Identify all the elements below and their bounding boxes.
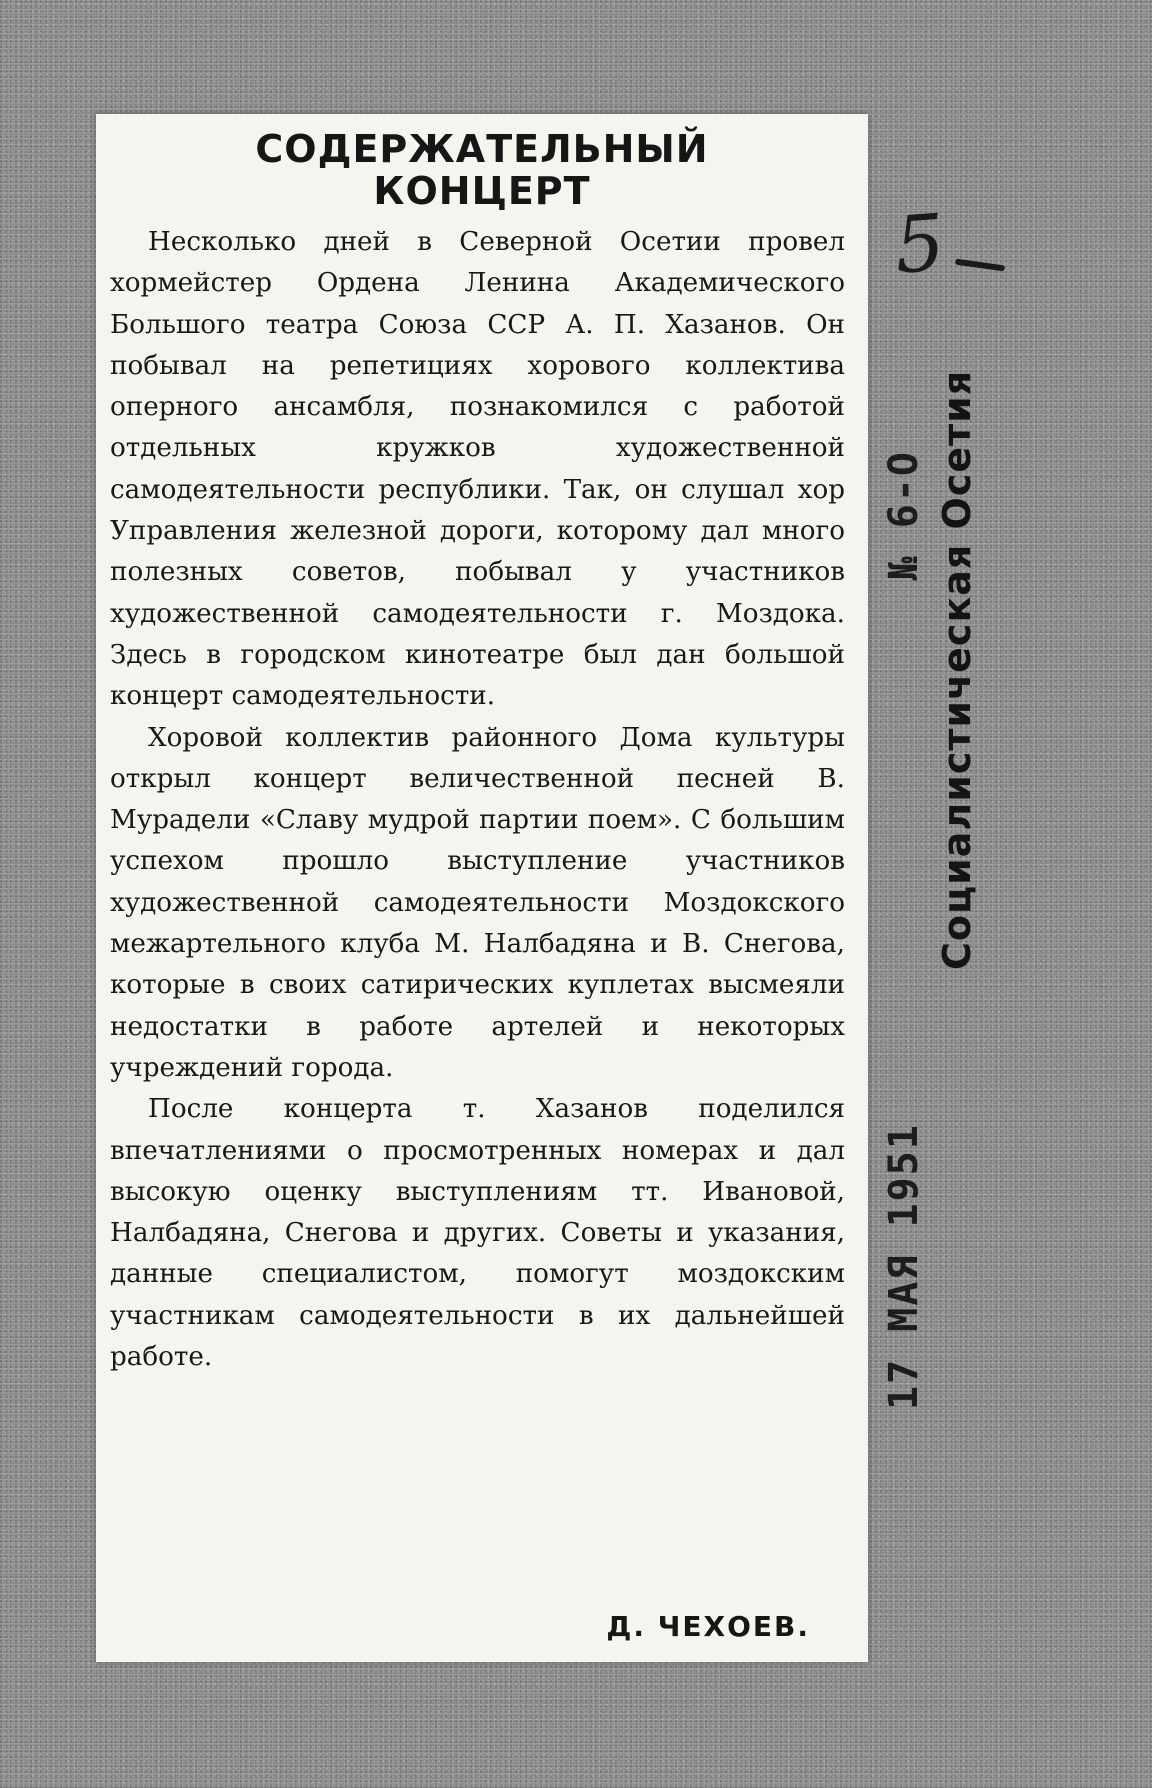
headline-line-1: СОДЕРЖАТЕЛЬНЫЙ: [255, 127, 709, 171]
article-headline: [96, 128, 868, 212]
newspaper-clipping: [96, 114, 868, 1662]
stamp-date: 17 МАЯ 1951: [881, 1123, 927, 1410]
author-signature: Д. ЧЕХОЕВ.: [606, 1610, 810, 1643]
date-stamp-rotated: [860, 369, 1000, 1430]
stamp-top-line: [881, 430, 927, 1430]
stamp-number: № 6-O: [881, 450, 927, 581]
stamp-publication: Социалистическая Осетия: [935, 369, 979, 970]
headline-line-2: КОНЦЕРТ: [373, 169, 591, 213]
article-paragraph-2: Хоровой коллектив районного Дома культуры открыл концерт величественной песней В. Мурадели «Славу мудрой партии поем». С большим успехом прошло выступление участников художественной самодеятельности Моздокского межартельного клуба М. Налбадяна и В. Снегова, которые в своих сатирических куплетах высмеяли недостатки в работе артелей и некоторых учреждений города.: [110, 722, 845, 1083]
article-body: [110, 222, 845, 1378]
handwritten-dash: [955, 259, 1005, 272]
article-paragraph-3: После концерта т. Хазанов поделился впечатлениями о просмотренных номерах и дал высокую оценку выступлениям тт. Ивановой, Налбадяна, Снегова и других. Советы и указания, данные специалистом, помогут моздокским участникам самодеятельности в их дальнейшей работе.: [110, 1094, 845, 1373]
handwritten-page-number: 5: [891, 198, 948, 292]
date-stamp: [860, 369, 1000, 1430]
article-paragraph-1: Несколько дней в Северной Осетии провел хормейстер Ордена Ленина Академического Большого театра Союза ССР А. П. Хазанов. Он побывал на репетициях хорового коллектива оперного ансамбля, познакомился с работой отдельных кружков художественной самодеятельности республики. Так, он слушал хор Управления железной дороги, которому дал много полезных советов, побывал у участников художественной самодеятельности г. Моздока. Здесь в городском кинотеатре был дан большой концерт самодеятельности.: [110, 227, 845, 712]
